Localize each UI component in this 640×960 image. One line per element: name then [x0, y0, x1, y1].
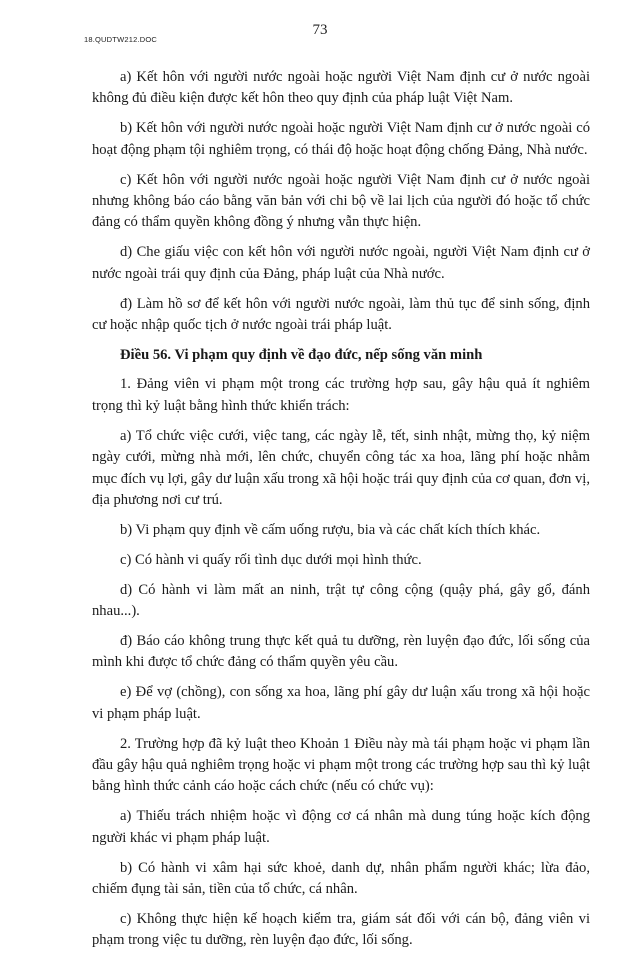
- clause-1-item-d: d) Có hành vi làm mất an ninh, trật tự công cộng (quậy phá, gây gổ, đánh nhau...).: [92, 581, 590, 620]
- paragraph-item-dd: đ) Làm hồ sơ để kết hôn với người nước ngoài, làm thủ tục để sinh sống, định cư hoặc nhập quốc tịch ở nước ngoài trái pháp luật.: [92, 295, 590, 334]
- clause-2-item-c: c) Không thực hiện kế hoạch kiểm tra, giám sát đối với cán bộ, đảng viên vi phạm trong việc tu dưỡng, rèn luyện đạo đức, lối sống.: [92, 910, 590, 949]
- document-code: 18.QUDTW212.DOC: [84, 35, 158, 44]
- clause-1-item-c: c) Có hành vi quấy rối tình dục dưới mọi hình thức.: [120, 551, 422, 568]
- paragraph-item-a: a) Kết hôn với người nước ngoài hoặc người Việt Nam định cư ở nước ngoài không đủ điều kiện được kết hôn theo quy định của pháp luật Việt Nam.: [92, 69, 590, 107]
- clause-1: 1. Đảng viên vi phạm một trong các trường hợp sau, gây hậu quả ít nghiêm trọng thì kỷ luật bằng hình thức khiển trách:: [92, 376, 590, 414]
- article-heading: Điều 56. Vi phạm quy định về đạo đức, nếp sống văn minh: [120, 346, 483, 363]
- clause-1-item-b: b) Vi phạm quy định về cấm uống rượu, bia và các chất kích thích khác.: [120, 521, 541, 538]
- paragraph-item-c: c) Kết hôn với người nước ngoài hoặc người Việt Nam định cư ở nước ngoài nhưng không báo cáo bằng văn bản với chi bộ về lai lịch của người đó hoặc tổ chức đảng có thẩm quyền không đồng ý nhưng vẫn thực hiện.: [92, 171, 590, 231]
- page-number: 73: [312, 22, 328, 38]
- clause-2: 2. Trường hợp đã kỷ luật theo Khoản 1 Điều này mà tái phạm hoặc vi phạm lần đầu gây hậu quả nghiêm trọng hoặc vi phạm một trong các trường hợp sau thì kỷ luật bằng hình thức cảnh cáo hoặc cách chức (nếu có chức vụ):: [92, 735, 590, 795]
- clause-2-item-a: a) Thiếu trách nhiệm hoặc vì động cơ cá nhân mà dung túng hoặc kích động người khác vi phạm pháp luật.: [92, 808, 590, 846]
- clause-2-item-b: b) Có hành vi xâm hại sức khoẻ, danh dự, nhân phẩm người khác; lừa đảo, chiếm đụng tài sản, tiền của tổ chức, cá nhân.: [92, 859, 590, 897]
- clause-1-item-dd: đ) Báo cáo không trung thực kết quả tu dưỡng, rèn luyện đạo đức, lối sống của mình khi được tổ chức đảng có thẩm quyền yêu cầu.: [92, 632, 590, 671]
- paragraph-item-b: b) Kết hôn với người nước ngoài hoặc người Việt Nam định cư ở nước ngoài có hoạt động phạm tội nghiêm trọng, có thái độ hoặc hoạt động chống Đảng, Nhà nước.: [92, 120, 590, 158]
- document-body: [92, 67, 590, 960]
- clause-1-item-e: e) Để vợ (chồng), con sống xa hoa, lãng phí gây dư luận xấu trong xã hội hoặc vi phạm pháp luật.: [92, 684, 590, 722]
- clause-1-item-a: a) Tổ chức việc cưới, việc tang, các ngày lễ, tết, sinh nhật, mừng thọ, kỷ niệm ngày cưới, mừng nhà mới, lên chức, chuyển công tác xa hoa, lãng phí hoặc nhằm mục đích vụ lợi, gây dư luận xấu trong xã hội hoặc trái quy định của cơ quan, đơn vị, địa phương nơi cư trú.: [92, 427, 590, 508]
- paragraph-item-d: d) Che giấu việc con kết hôn với người nước ngoài, người Việt Nam định cư ở nước ngoài trái quy định của Đảng, pháp luật của Nhà nước.: [92, 244, 590, 282]
